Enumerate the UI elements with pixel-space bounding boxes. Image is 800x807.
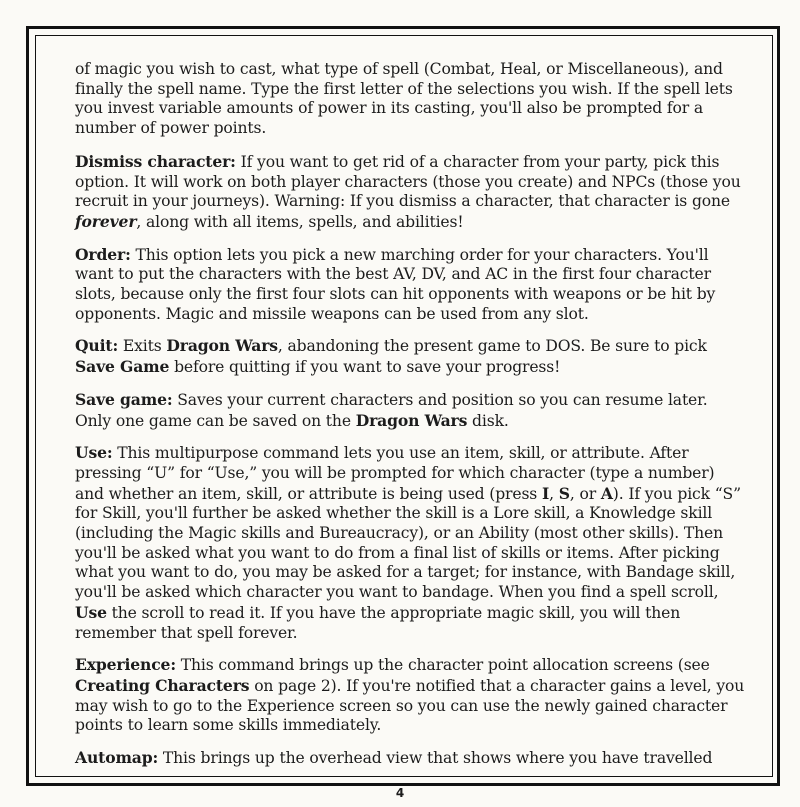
page-number: 4 (395, 786, 405, 800)
automap-term: Automap: (75, 748, 159, 768)
save-term: Save game: (75, 389, 173, 409)
quit-term: Quit: (75, 336, 119, 356)
save-game-ref: Save Game (75, 357, 170, 377)
quit-paragraph: Quit: Exits Dragon Wars, abandoning the present game to DOS. Be sure to pick Save Game before quitting if you want to save your progress! (75, 336, 707, 377)
experience-paragraph: Experience: This command brings up the character point allocation screens (see Creating Characters on page 2). If you're notified that a character gains a level, you may wish to go to the Experience screen so you can use the newly gained character points to learn some skills immediately. (75, 655, 745, 735)
key-i: I (541, 483, 550, 503)
key-s: S (558, 483, 570, 503)
use-term: Use: (75, 443, 113, 463)
manual-text (75, 60, 745, 781)
use-paragraph: Use: This multipurpose command lets you use an item, skill, or attribute. After pressing “U” for “Use,” you will be prompted for which character (type a number) and whether an item, skill, or attribute is being used (press I, S, or A). If you pick “S” for Skill, you'll further be asked whether the skill is a Lore skill, a Knowledge skill (including the Magic skills and Bureaucracy), or an Ability (most other skills). Then you'll be asked what you want to do from a final list of skills or items. After picking what you want to do, you may be asked for a target; for instance, with Bandage skill, you'll be asked which character you want to bandage. When you find a spell scroll, Use the scroll to read it. If you have the appropriate magic skill, you will then remember that spell forever. (75, 443, 741, 642)
save-paragraph: Save game: Saves your current characters and position so you can resume later. Only one game can be saved on the Dragon Wars disk. (75, 389, 708, 430)
forever-emphasis: forever (75, 211, 137, 231)
experience-term: Experience: (75, 655, 176, 675)
game-name: Dragon Wars (166, 336, 278, 356)
order-paragraph: Order: This option lets you pick a new marching order for your characters. You'll want to put the characters with the best AV, DV, and AC in the first four character slots, because only the first four slots can hit opponents with weapons or be hit by opponents. Magic and missile weapons can be used from any slot. (75, 244, 716, 323)
use-word: Use (75, 602, 107, 622)
disk-name: Dragon Wars (355, 410, 468, 430)
dismiss-paragraph: Dismiss character: If you want to get rid of a character from your party, pick this option. It will work on both player characters (those you create) and NPCs (those you recruit in your journeys). Warning: If you dismiss a character, that character is gone forever, along with all items, spells, and abilities! (75, 151, 741, 231)
intro-paragraph: of magic you wish to cast, what type of spell (Combat, Heal, or Miscellaneous), and finally the spell name. Type the first letter of the selections you wish. If the spell lets you invest variable amounts of power in its casting, you'll also be prompted for a number of power points. (75, 60, 733, 138)
automap-paragraph: Automap: This brings up the overhead view that shows where you have travelled (75, 748, 713, 768)
order-term: Order: (75, 244, 131, 264)
dismiss-term: Dismiss character: (75, 151, 236, 171)
creating-characters-ref: Creating Characters (75, 675, 250, 695)
key-a: A (600, 483, 613, 503)
